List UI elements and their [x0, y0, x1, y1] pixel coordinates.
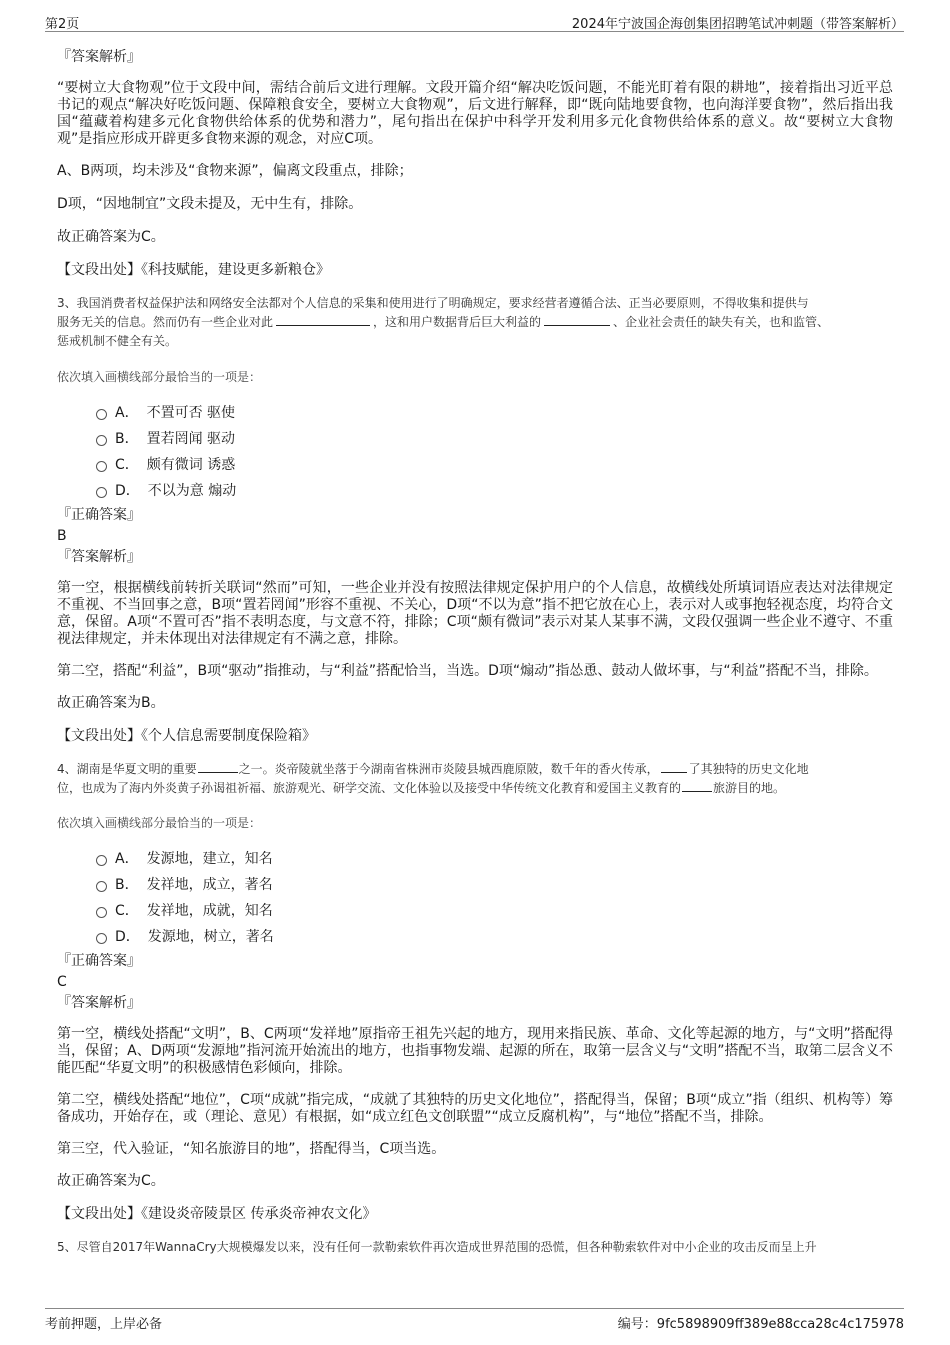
q3-options [57, 400, 893, 504]
q4-stem-part: 旅游目的地。 [713, 781, 786, 795]
radio-icon[interactable] [96, 409, 107, 420]
q3-option-d[interactable] [96, 478, 893, 504]
blank-1 [276, 313, 370, 326]
q2-source [57, 261, 893, 279]
q4-stem-part: 位，也成为了海内外炎黄子孙谒祖祈福、旅游观光、研学交流、文化体验以及接受中华传统文化教育和爱国主义教育的 [57, 781, 682, 795]
q3-stem-part: 、企业社会责任的缺失有关，也和监管、 [613, 315, 830, 329]
blank-2 [661, 760, 687, 773]
radio-icon[interactable] [96, 933, 107, 944]
q4-analysis-1: 第一空，横线处搭配“文明”，B、C两项“发祥地”原指帝王祖先兴起的地方，现用来指民族、革命、文化等起源的地方，与“文明”搭配得当，保留；A、D两项“发源地”指河流开始流出的地方，也指事物发端、起源的所在，取第一层含义与“文明”搭配不当，取第二层含义不能匹配“华夏文明”的积极感情色彩倾向，排除。 [57, 1026, 893, 1076]
source-title: 《科技赋能，建设更多新粮仓》 [141, 262, 330, 278]
option-letter: B． [115, 877, 139, 893]
document-title: 2024年宁波国企海创集团招聘笔试冲刺题（带答案解析） [571, 17, 904, 32]
radio-icon[interactable] [96, 435, 107, 446]
q2-analysis-paragraph: “要树立大食物观”位于文段中间，需结合前后文进行理解。文段开篇介绍“解决吃饭问题，不能光盯着有限的耕地”，接着指出习近平总书记的观点“解决好吃饭问题、保障粮食安全，要树立大食物观”，后文进行解释，即“既向陆地要食物，也向海洋要食物”，然后指出我国“蕴藏着构建多元化食物供给体系的优势和潜力”，尾句指出在保护中科学开发利用多元化食物供给体系的意义。故“要树立大食物观”是指应形成开辟更多食物来源的观念，对应C项。 [57, 80, 893, 147]
q4-answer: C [57, 974, 67, 990]
analysis-label: 『答案解析』 [57, 549, 141, 565]
analysis-label: 『答案解析』 [57, 49, 141, 65]
radio-icon[interactable] [96, 855, 107, 866]
radio-icon[interactable] [96, 487, 107, 498]
q3-answer: B [57, 528, 67, 544]
option-text: 发源地，树立，著名 [147, 929, 274, 945]
q3-conclusion: 故正确答案为B。 [57, 695, 165, 711]
q3-stem-part: ，这和用户数据背后巨大利益的 [373, 315, 542, 329]
q3-stem [57, 294, 893, 351]
q3-option-b[interactable] [96, 426, 893, 452]
q4-option-d[interactable] [96, 924, 893, 950]
page-footer [0, 1300, 950, 1345]
document-id-label: 编号： [617, 1317, 657, 1332]
source-label: 【文段出处】 [57, 728, 141, 744]
radio-icon[interactable] [96, 881, 107, 892]
source-title: 《建设炎帝陵景区 传承炎帝神农文化》 [141, 1206, 377, 1222]
q4-stem-part: 了其独特的历史文化地 [688, 762, 809, 776]
q4-option-c[interactable] [96, 898, 893, 924]
document-id [618, 1313, 904, 1332]
option-letter: D． [115, 483, 140, 499]
option-letter: C． [115, 903, 139, 919]
q4-prompt: 依次填入画横线部分最恰当的一项是： [57, 816, 262, 830]
q4-option-b[interactable] [96, 872, 893, 898]
q2-analysis-d: D项，“因地制宜”文段未提及，无中生有，排除。 [57, 196, 363, 212]
source-title: 《个人信息需要制度保险箱》 [141, 728, 316, 744]
option-text: 不以为意 煽动 [147, 483, 237, 499]
blank-1 [198, 760, 238, 773]
q4-analysis-2: 第二空，横线处搭配“地位”，C项“成就”指完成，“成就了其独特的历史文化地位”，搭配得当，保留；B项“成立”指（组织、机构等）筹备成功，开始存在，或（理论、意见）有根据，如“成立红色文创联盟”“成立反腐机构”，与“地位”搭配不当，排除。 [57, 1092, 893, 1125]
q5-stem [57, 1238, 893, 1257]
q4-stem-line1 [57, 760, 893, 779]
option-text: 发祥地，成立，著名 [146, 877, 273, 893]
blank-3 [682, 779, 712, 792]
header-rule [45, 31, 904, 32]
option-text: 颇有微词 诱惑 [146, 457, 236, 473]
q2-analysis-ab: A、B两项，均未涉及“食物来源”，偏离文段重点，排除； [57, 163, 413, 179]
q4-stem [57, 760, 893, 798]
analysis-label: 『答案解析』 [57, 995, 141, 1011]
footer-slogan: 考前押题，上岸必备 [45, 1317, 163, 1332]
q4-option-a[interactable] [96, 846, 893, 872]
option-letter: A． [115, 851, 139, 867]
page-header [0, 0, 950, 36]
q4-conclusion: 故正确答案为C。 [57, 1173, 165, 1189]
radio-icon[interactable] [96, 907, 107, 918]
source-label: 【文段出处】 [57, 1206, 141, 1222]
radio-icon[interactable] [96, 461, 107, 472]
q4-stem-part: 4、湖南是华夏文明的重要 [57, 762, 197, 776]
option-text: 发祥地，成就，知名 [146, 903, 273, 919]
option-letter: A． [115, 405, 139, 421]
q3-option-c[interactable] [96, 452, 893, 478]
q3-stem-line3: 惩戒机制不健全有关。 [57, 334, 178, 348]
page-number: 第2页 [45, 17, 80, 32]
q2-conclusion: 故正确答案为C。 [57, 229, 165, 245]
blank-2 [544, 313, 610, 326]
correct-label: 『正确答案』 [57, 507, 141, 523]
q3-option-a[interactable] [96, 400, 893, 426]
option-text: 置若罔闻 驱动 [146, 431, 236, 447]
document-id-code: 9fc5898909ff389e88cca28c4c175978 [656, 1317, 904, 1332]
q3-source [57, 727, 893, 745]
footer-rule [45, 1308, 904, 1309]
option-letter: D． [115, 929, 140, 945]
q3-stem-line2 [57, 313, 893, 332]
q4-options [57, 846, 893, 950]
q3-stem-part: 服务无关的信息。然而仍有一些企业对此 [57, 315, 274, 329]
q4-stem-line2 [57, 779, 893, 798]
q3-analysis-2: 第二空，搭配“利益”，B项“驱动”指推动，与“利益”搭配恰当，当选。D项“煽动”指怂恿、鼓动人做坏事，与“利益”搭配不当，排除。 [57, 663, 878, 679]
option-text: 不置可否 驱使 [146, 405, 236, 421]
option-letter: B． [115, 431, 139, 447]
q3-stem-line1: 3、我国消费者权益保护法和网络安全法都对个人信息的采集和使用进行了明确规定，要求经营者遵循合法、正当必要原则，不得收集和提供与 [57, 296, 809, 310]
q4-analysis-3: 第三空，代入验证，“知名旅游目的地”，搭配得当，C项当选。 [57, 1141, 446, 1157]
source-label: 【文段出处】 [57, 262, 141, 278]
option-text: 发源地，建立，知名 [146, 851, 273, 867]
q5-stem-line1: 5、尽管自2017年WannaCry大规模爆发以来，没有任何一款勒索软件再次造成世界范围的恐慌，但各种勒索软件对中小企业的攻击反而呈上升 [57, 1240, 817, 1254]
q3-analysis-1: 第一空，根据横线前转折关联词“然而”可知，一些企业并没有按照法律规定保护用户的个人信息，故横线处所填词语应表达对法律规定不重视、不当回事之意，B项“置若罔闻”形容不重视、不关心，D项“不以为意”指不把它放在心上，表示对人或事抱轻视态度，均符合文意，保留。A项“不置可否”指不表明态度，与文意不符，排除；C项“颇有微词”表示对某人某事不满，文段仅强调一些企业不遵守、不重视法律规定，并未体现出对法律规定有不满之意，排除。 [57, 580, 893, 647]
option-letter: C． [115, 457, 139, 473]
q3-prompt: 依次填入画横线部分最恰当的一项是： [57, 370, 262, 384]
correct-label: 『正确答案』 [57, 953, 141, 969]
q4-stem-part: 之一。炎帝陵就坐落于今湖南省株洲市炎陵县城西鹿原陂，数千年的香火传承， [238, 762, 659, 776]
q4-source [57, 1205, 893, 1223]
page-content [57, 40, 893, 1296]
